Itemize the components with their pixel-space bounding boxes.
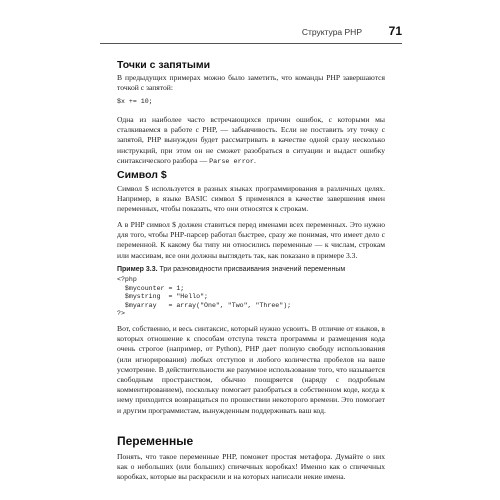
section-heading-variables: Переменные bbox=[117, 434, 194, 448]
dollar-para-3: Вот, собственно, и весь синтаксис, который нужно усвоить. В отличие от языков, в которых отношение к способам отступа текста программы и размещения кода очень строгое (например, от Python), PHP дает полную свободу использования (или игнорирования) любых отступов и любого количества пробелов на ваше усмотрение. В действительности же разумное использование того, что называется свободным пространством, обычно поощряется (наряду с подробным комментированием), поскольку помогает разобраться в собственном коде, когда к нему приходится возвращаться по прошествии некоторого времени. Это помогает и другим программистам, вынужденным поддерживать ваш код. bbox=[117, 324, 385, 415]
section-semicolons bbox=[117, 59, 385, 72]
dollar-para-2: А в PHP символ $ должен ставиться перед именами всех переменных. Это нужно для того, чтобы PHP-парсер работал быстрее, сразу же понимая, что имеет дело с переменной. К какому бы типу ни относились переменные — к числам, строкам или массивам, все они должны выглядеть так, как показано в примере 3.3. bbox=[117, 220, 385, 260]
page-number: 71 bbox=[388, 24, 402, 38]
semicolons-intro: В предыдущих примерах можно было заметить, что команды PHP завершаются точкой с запятой: bbox=[117, 73, 385, 93]
variables-para-1: Понять, что такое переменные PHP, поможет простая метафора. Думайте о них как о небольших (или больших) спичечных коробках! Именно как о спичечных коробках, которые вы раскрасили и на которых написали некие имена. bbox=[117, 452, 385, 482]
running-title: Структура PHP bbox=[301, 27, 362, 37]
semicolon-code-example: $x += 10; bbox=[117, 98, 153, 105]
dollar-para-1: Символ $ используется в разных языках программирования в различных целях. Например, в языке BASIC символ $ применялся в качестве завершения имен переменных, чтобы показать, что они относятся к строкам. bbox=[117, 184, 385, 214]
semicolons-body-text: Одна из наиболее часто встречающихся причин ошибок, с которыми мы сталкиваемся в работе с PHP, — забывчивость. Если не поставить эту точку с запятой, PHP вынужден будет рассматривать в качестве одной сразу несколько инструкций, при этом он не сможет разобраться в ситуации и выдаст ошибку синтаксического разбора — bbox=[117, 115, 385, 165]
example-title: Три разновидности присваивания значений переменным bbox=[159, 266, 346, 273]
semicolons-body-end: . bbox=[253, 155, 256, 165]
page-header bbox=[100, 25, 402, 43]
section-heading-semicolons: Точки с запятыми bbox=[117, 59, 211, 71]
example-caption bbox=[117, 265, 385, 274]
section-heading-dollar: Символ $ bbox=[117, 169, 167, 181]
example-label: Пример 3.3. bbox=[117, 266, 158, 273]
header-rule bbox=[100, 43, 402, 44]
example-code-block: <?php $mycounter = 1; $mystring = "Hello"; $myarray = array("One", "Two", "Three"); ?> bbox=[117, 276, 292, 318]
parse-error-code: Parse error bbox=[209, 157, 254, 166]
semicolons-body bbox=[117, 115, 385, 166]
